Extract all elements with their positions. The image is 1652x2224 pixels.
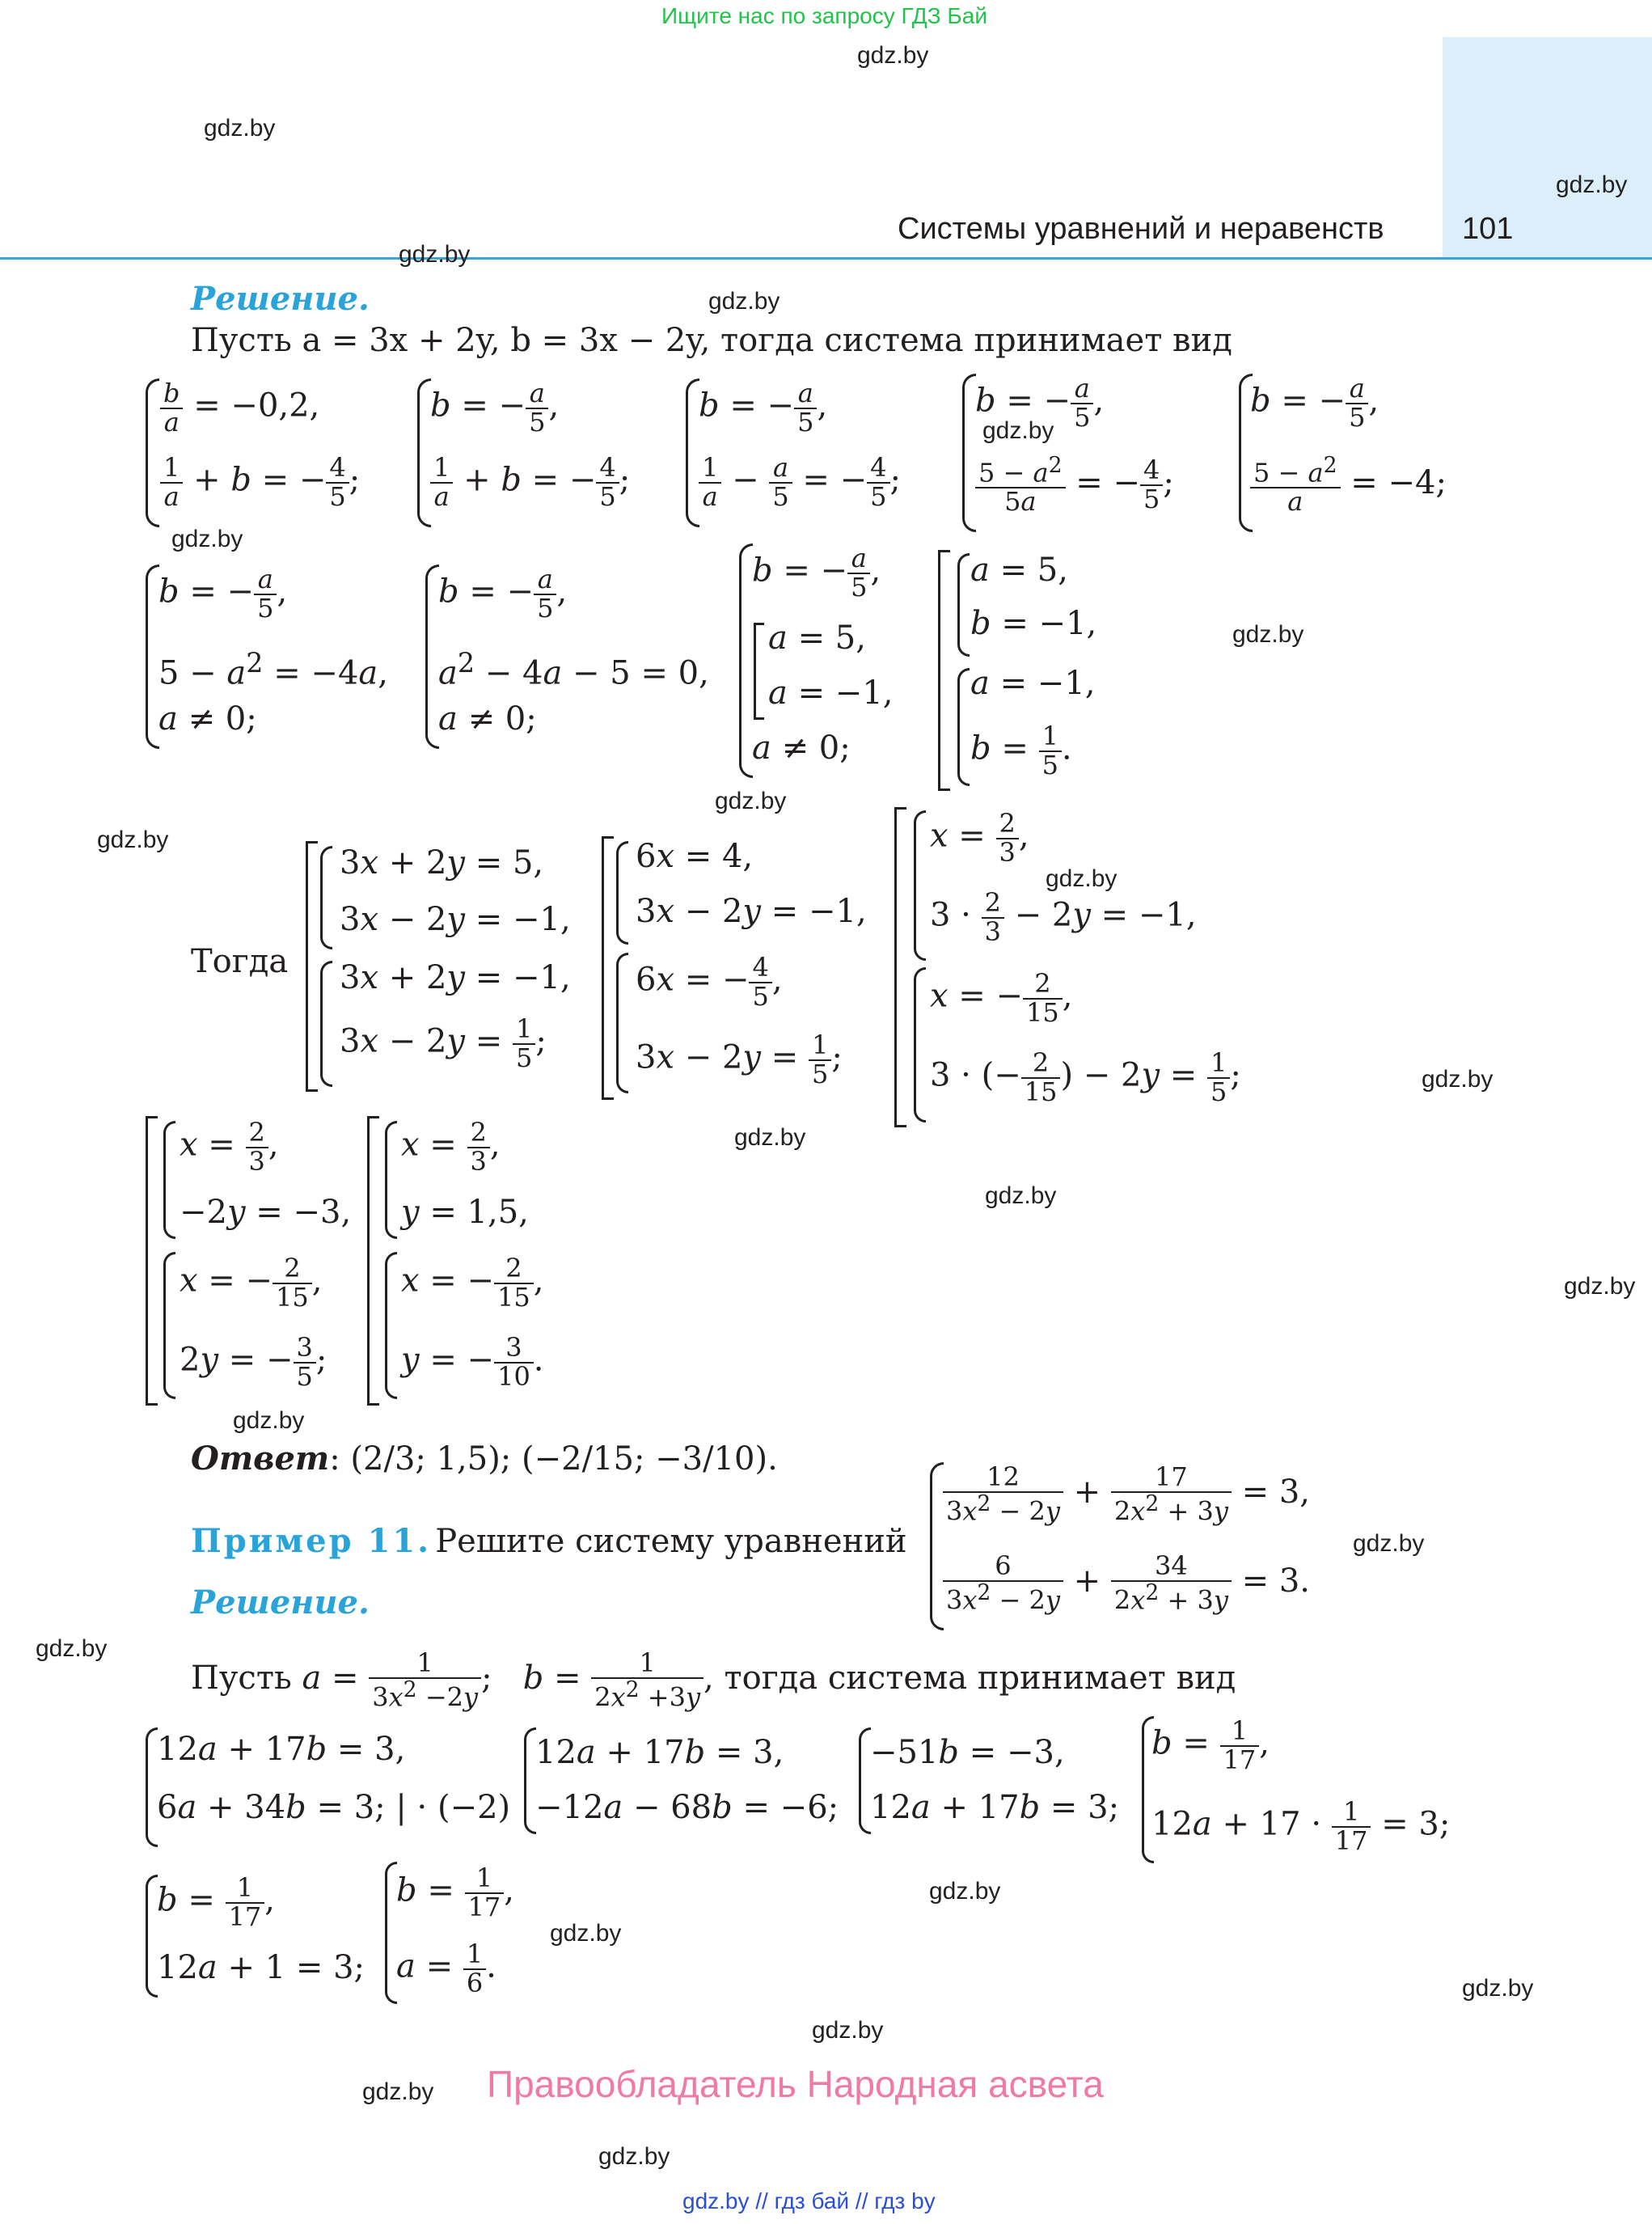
watermark: gdz.by bbox=[1556, 171, 1628, 198]
watermark: gdz.by bbox=[36, 1635, 108, 1662]
watermark: gdz.by bbox=[857, 42, 929, 69]
watermark: gdz.by bbox=[204, 115, 276, 142]
watermark: gdz.by bbox=[1232, 621, 1304, 648]
answer-label: Ответ bbox=[191, 1440, 330, 1478]
page-number: 101 bbox=[1462, 212, 1514, 246]
watermark: gdz.by bbox=[97, 827, 169, 853]
then-label: Тогда bbox=[191, 943, 289, 980]
answer-value: : (2/3; 1,5); (−2/15; −3/10). bbox=[329, 1440, 778, 1478]
watermark: gdz.by bbox=[550, 1920, 622, 1947]
watermark: gdz.by bbox=[708, 288, 780, 315]
copyright-notice: Правообладатель Народная асвета bbox=[487, 2063, 1104, 2105]
let-label: Пусть bbox=[191, 1659, 292, 1697]
top-banner[interactable]: Ищите нас по запросу ГДЗ Бай bbox=[661, 3, 988, 28]
header-rule bbox=[0, 257, 1652, 260]
example-label: Пример 11. bbox=[191, 1522, 432, 1560]
watermark: gdz.by bbox=[929, 1878, 1001, 1905]
watermark: gdz.by bbox=[715, 788, 787, 814]
watermark: gdz.by bbox=[399, 241, 471, 268]
watermark: gdz.by bbox=[362, 2078, 434, 2105]
watermark: gdz.by bbox=[1422, 1066, 1494, 1093]
solution-label-2: Решение. bbox=[191, 1583, 370, 1621]
watermark: gdz.by bbox=[1353, 1530, 1425, 1557]
footer-links[interactable]: gdz.by // гдз бай // гдз by bbox=[682, 2188, 936, 2213]
watermark: gdz.by bbox=[982, 417, 1054, 444]
watermark: gdz.by bbox=[1046, 865, 1118, 892]
watermark: gdz.by bbox=[1462, 1975, 1534, 2002]
watermark: gdz.by bbox=[734, 1124, 806, 1151]
section-title: Системы уравнений и неравенств bbox=[898, 212, 1384, 246]
watermark: gdz.by bbox=[812, 2017, 884, 2044]
substitution-line: Пусть a = 3x + 2y, b = 3x − 2y, тогда система принимает вид bbox=[191, 322, 1232, 359]
system-intro: , тогда система принимает вид bbox=[703, 1659, 1236, 1697]
watermark: gdz.by bbox=[233, 1407, 305, 1434]
watermark: gdz.by bbox=[598, 2143, 670, 2170]
watermark: gdz.by bbox=[1564, 1273, 1636, 1300]
solution-label: Решение. bbox=[191, 280, 370, 318]
watermark: gdz.by bbox=[985, 1182, 1057, 1209]
watermark: gdz.by bbox=[171, 526, 243, 552]
example-text: Решите систему уравнений bbox=[435, 1523, 907, 1560]
